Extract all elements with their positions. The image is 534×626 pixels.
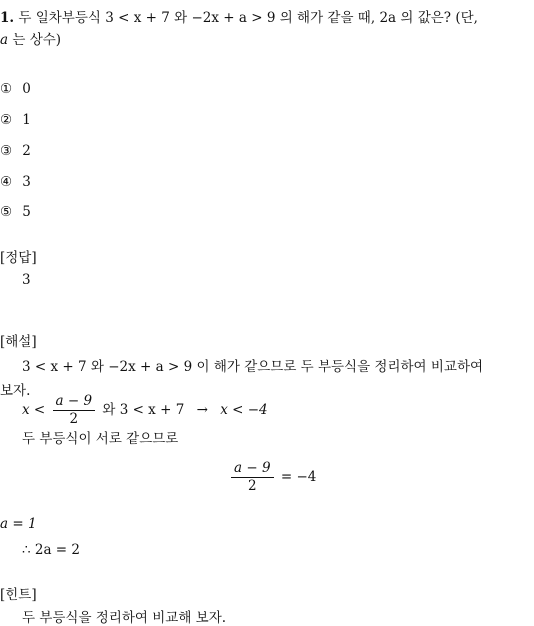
option-value: 0 [22,81,31,97]
question-line-2 [0,28,61,48]
fraction-numerator: a − 9 [53,394,96,411]
hint-heading: [힌트] [0,587,37,603]
arrow-icon: → [196,401,208,418]
option-marker: ④ [0,174,13,190]
explanation-line-5: a = 1 [0,516,37,532]
option-value: 2 [22,143,31,159]
equation-fraction [231,461,274,494]
explanation-conj: 와 [90,359,104,375]
fraction-denominator: 2 [69,410,79,427]
explanation-line-1 [22,355,483,375]
explanation-ineq-1: 3 < x + 7 [22,359,87,375]
explanation-text-1: 이 해가 같으므로 두 부등식을 정리하여 비교하여 [196,359,484,375]
question-conj: 와 [174,10,188,26]
answer-heading: [정답] [0,250,37,266]
fraction [53,394,96,427]
option-marker: ③ [0,143,13,159]
question-target: 2a [379,10,397,26]
option-marker: ⑤ [0,204,13,220]
explanation-line-4: 두 부등식이 서로 같으므로 [22,431,179,447]
explanation-line-2: 보자. [0,383,31,399]
hint-text: 두 부등식을 정리하여 비교해 보자. [22,610,227,626]
option-3[interactable] [0,143,31,159]
explanation-line-6: ∴ 2a = 2 [22,542,81,558]
question-text-4: 는 상수) [12,32,62,48]
explanation-ineq-2: −2x + a > 9 [108,359,193,375]
centered-equation [228,461,316,494]
answer-value: 3 [22,272,31,288]
inequality-2: −2x + a > 9 [191,10,276,26]
line3-result: x < −4 [220,401,268,418]
fraction-numerator: a − 9 [231,461,274,478]
line3-lhs: x < [22,401,46,418]
fraction-denominator: 2 [247,477,257,494]
line3-ineq: 3 < x + 7 [119,401,185,418]
option-value: 3 [22,174,31,190]
question-line-1 [0,6,478,26]
equation-rhs: = −4 [280,468,317,485]
option-value: 1 [22,112,31,128]
option-2[interactable] [0,112,31,128]
question-number: 1. [0,10,15,26]
option-1[interactable] [0,81,31,97]
option-5[interactable] [0,204,31,220]
question-var: a [0,32,9,48]
option-4[interactable] [0,174,31,190]
question-text-3: 의 값은? (단, [400,10,478,26]
option-marker: ① [0,81,13,97]
explanation-line-3 [22,394,268,427]
option-value: 5 [22,204,31,220]
question-text-2: 의 해가 같을 때, [279,10,376,26]
line3-conj: 와 [102,401,116,418]
inequality-1: 3 < x + 7 [105,10,170,26]
explanation-heading: [해설] [0,334,37,350]
option-marker: ② [0,112,13,128]
question-text-1: 두 일차부등식 [18,10,101,26]
